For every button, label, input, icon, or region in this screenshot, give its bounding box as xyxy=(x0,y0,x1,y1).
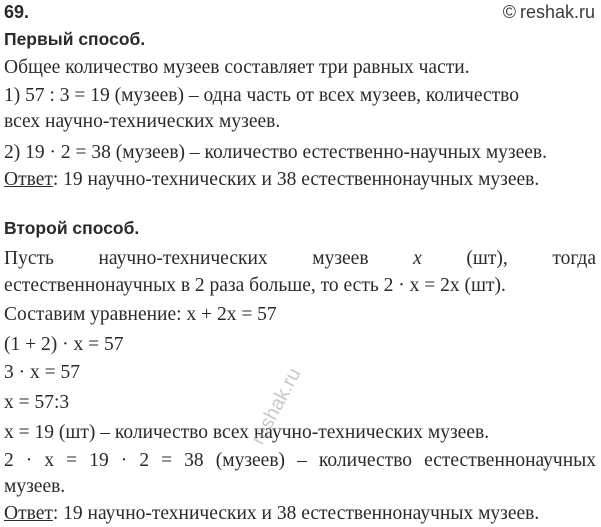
method2-line3: Составим уравнение: x + 2x = 57 xyxy=(4,304,277,325)
site-watermark xyxy=(503,0,595,24)
equation-4: x = 19 (шт) – количество всех научно-технических музеев. xyxy=(4,422,490,443)
method1-step1-line1: 1) 57 : 3 = 19 (музеев) – одна часть от всех музеев, количество xyxy=(4,85,519,106)
equation-5-continued: музеев. xyxy=(4,476,66,497)
page-header xyxy=(4,0,595,26)
equation-3: x = 57:3 xyxy=(4,392,70,413)
word: музеев xyxy=(312,248,369,269)
diagonal-watermark: reshak.ru xyxy=(246,364,306,449)
word: количество xyxy=(318,450,413,471)
word: (музеев) xyxy=(215,450,286,471)
word: (шт), xyxy=(466,248,508,269)
equation-5 xyxy=(4,449,596,473)
method1-title: Первый способ. xyxy=(4,29,146,49)
word: 2 · x = 19 · 2 = 38 xyxy=(4,450,204,471)
method1-step1-line2: всех научно-технических музеев. xyxy=(4,111,281,132)
method2-line2: естественнонаучных в 2 раза больше, то есть 2 · x = 2x (шт). xyxy=(4,275,506,296)
method1-answer xyxy=(4,168,539,192)
word: – xyxy=(297,450,307,471)
word: естественнонаучных xyxy=(424,450,597,471)
site-name: reshak.ru xyxy=(519,2,595,22)
equation-2: 3 · x = 57 xyxy=(4,362,80,383)
word: научно-технических xyxy=(98,248,268,269)
copyright-sign: © xyxy=(502,2,516,22)
variable-x: x xyxy=(413,248,422,269)
method1-step2: 2) 19 · 2 = 38 (музеев) – количество естественно-научных музеев. xyxy=(4,142,548,163)
equation-1: (1 + 2) · x = 57 xyxy=(4,334,124,355)
answer-label: Ответ xyxy=(4,169,53,190)
answer-label: Ответ xyxy=(4,503,53,524)
exercise-number: 69. xyxy=(4,2,30,22)
answer-text: : 19 научно-технических и 38 естественнонаучных музеев. xyxy=(52,169,540,190)
word: Пусть xyxy=(4,248,54,269)
method1-intro: Общее количество музеев составляет три равных части. xyxy=(4,57,470,78)
method2-answer xyxy=(4,502,539,526)
answer-text: : 19 научно-технических и 38 естественнонаучных музеев. xyxy=(52,503,540,524)
method2-title: Второй способ. xyxy=(4,218,140,238)
word: тогда xyxy=(552,248,597,269)
method2-line1 xyxy=(4,247,596,271)
